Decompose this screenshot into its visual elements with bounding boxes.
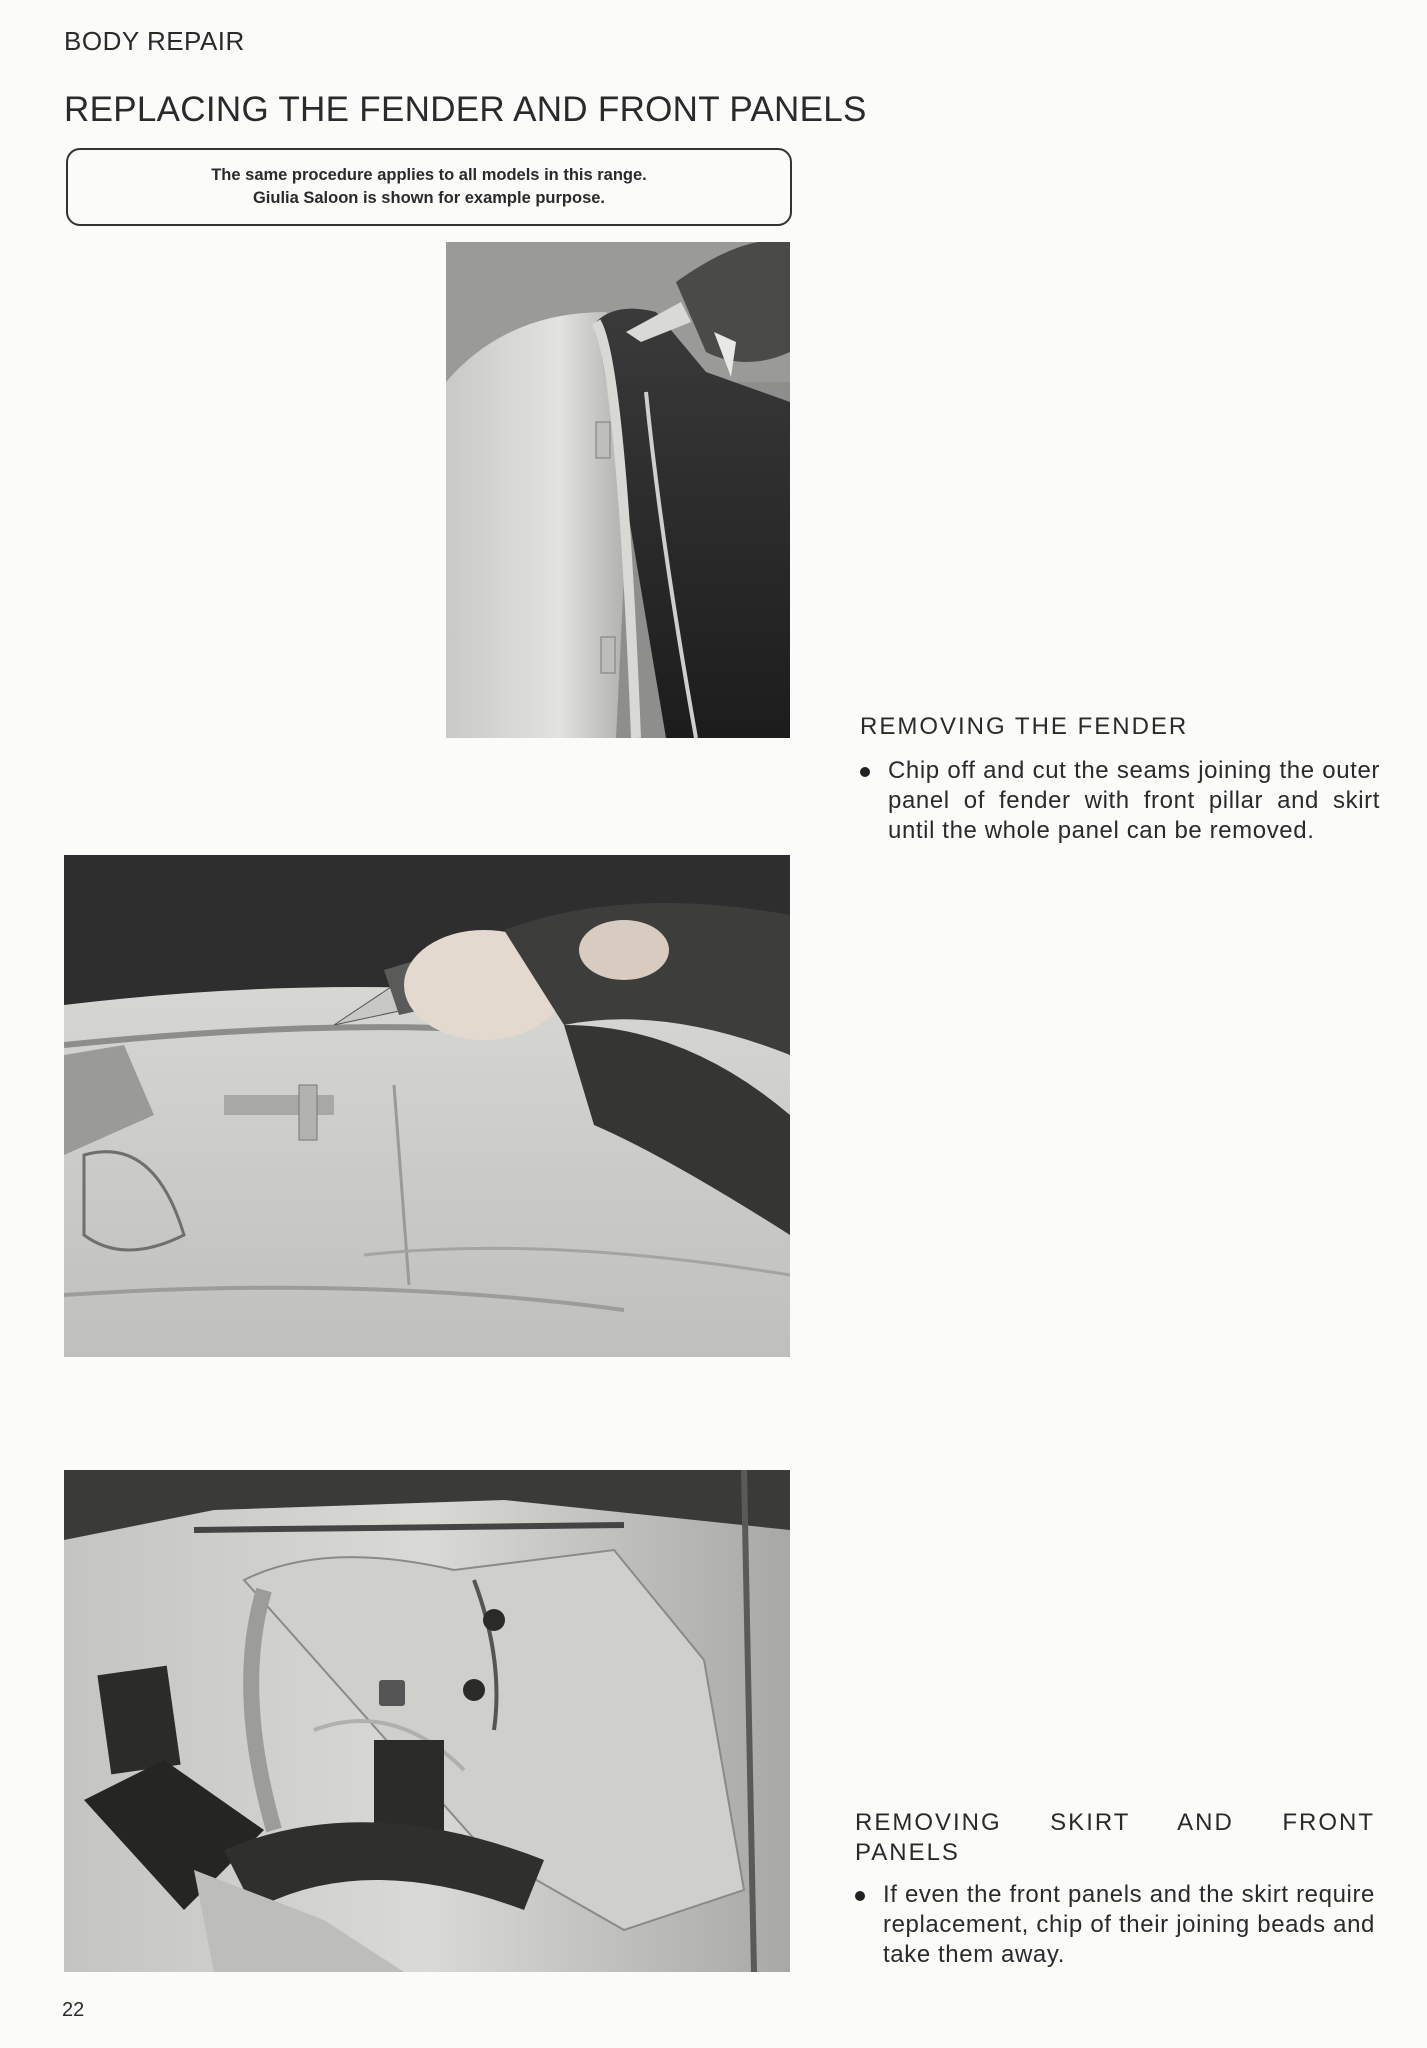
bullet-dot-icon — [855, 1891, 865, 1901]
section-heading-skirt: REMOVING SKIRT AND FRONT PANELS — [855, 1809, 1375, 1866]
bullet-dot-icon — [860, 767, 870, 777]
page-title: REPLACING THE FENDER AND FRONT PANELS — [64, 90, 867, 129]
bullet-text-skirt: If even the front panels and the skirt require replacement, chip of their joining beads and take them away. — [883, 1881, 1375, 1968]
section-label: BODY REPAIR — [64, 26, 245, 56]
section-heading-fender: REMOVING THE FENDER — [860, 713, 1189, 740]
photo-skirt-and-front-panels — [64, 1470, 790, 1972]
bullet-text-fender: Chip off and cut the seams joining the outer panel of fender with front pillar and skirt until the whole panel can be removed. — [888, 757, 1380, 844]
bullet-skirt — [855, 1880, 1375, 1970]
photo-front-pillar-seam-cutting — [446, 242, 790, 738]
bullet-fender — [860, 756, 1380, 846]
page-number: 22 — [62, 1999, 85, 2021]
note-box — [66, 148, 792, 226]
note-line-1: The same procedure applies to all models in this range. — [211, 166, 647, 184]
note-line-2: Giulia Saloon is shown for example purpose. — [252, 189, 606, 207]
photo-fender-top-seam-cutting — [64, 855, 790, 1357]
